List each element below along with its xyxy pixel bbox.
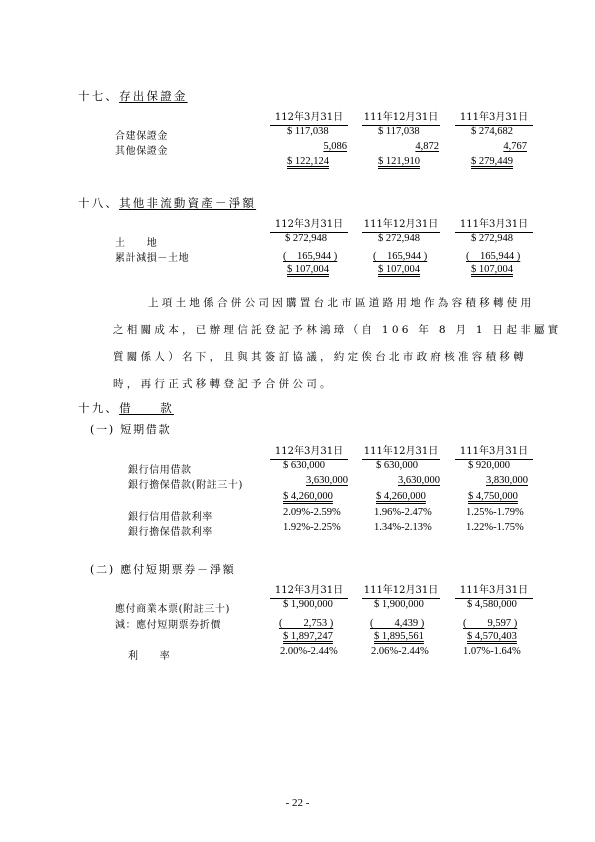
cell: $ 274,682 bbox=[471, 126, 513, 137]
paragraph-line: 上項土地係合併公司因購置台北市區道路用地作為容積移轉使用 bbox=[148, 297, 535, 309]
rate-cell: 1.96%-2.47% bbox=[374, 507, 432, 518]
row-label: 其他保證金 bbox=[115, 146, 168, 157]
total-cell: $ 279,449 bbox=[471, 156, 513, 167]
cell: $ 117,038 bbox=[378, 126, 420, 137]
section-17-title: 存出保證金 bbox=[119, 89, 188, 103]
rate-label: 利 率 bbox=[128, 651, 171, 662]
cell: $ 630,000 bbox=[376, 460, 418, 471]
col-header-3: 111年3月31日 bbox=[455, 445, 533, 460]
section-17-heading bbox=[78, 88, 188, 104]
subsection-2-title: (二) 應付短期票券－淨額 bbox=[90, 563, 236, 576]
total-cell: $ 121,910 bbox=[378, 156, 420, 167]
cell: $ 1,900,000 bbox=[374, 599, 424, 610]
cell: $ 1,900,000 bbox=[283, 599, 333, 610]
section-18-number: 十八、 bbox=[78, 196, 120, 210]
page-number: - 22 - bbox=[285, 797, 310, 809]
col-header-3: 111年3月31日 bbox=[455, 111, 533, 126]
col-header-1: 112年3月31日 bbox=[270, 218, 348, 233]
rate-label: 銀行信用借款利率 bbox=[128, 512, 213, 523]
col-header-3: 111年3月31日 bbox=[455, 218, 533, 233]
cell: ( 4,439 ) bbox=[370, 618, 425, 629]
total-cell: $ 4,570,403 bbox=[467, 631, 517, 642]
cell: $ 630,000 bbox=[283, 460, 325, 471]
section-18-title: 其他非流動資產－淨額 bbox=[119, 196, 257, 210]
rate-cell: 1.25%-1.79% bbox=[466, 507, 524, 518]
col-header-1: 112年3月31日 bbox=[270, 445, 348, 460]
row-label: 合建保證金 bbox=[115, 131, 168, 142]
cell: 3,630,000 bbox=[306, 475, 348, 486]
rate-cell: 1.34%-2.13% bbox=[374, 522, 432, 533]
row-label: 應付商業本票(附註三十) bbox=[115, 604, 231, 615]
cell: $ 272,948 bbox=[285, 233, 327, 244]
row-label: 減：應付短期票券折價 bbox=[115, 620, 221, 631]
cell: ( 165,944 ) bbox=[466, 251, 521, 262]
cell: $ 117,038 bbox=[287, 126, 329, 137]
total-cell: $ 107,004 bbox=[471, 264, 513, 275]
cell: 3,630,000 bbox=[398, 475, 440, 486]
col-header-2: 111年12月31日 bbox=[362, 445, 440, 460]
cell: ( 2,753 ) bbox=[279, 618, 334, 629]
section-19-title: 借 款 bbox=[119, 401, 174, 415]
row-label: 累計減損－土地 bbox=[115, 253, 190, 264]
total-cell: $ 1,897,247 bbox=[283, 631, 333, 642]
cell: ( 165,944 ) bbox=[373, 251, 428, 262]
section-19-heading bbox=[78, 400, 174, 416]
col-header-2: 111年12月31日 bbox=[362, 584, 440, 599]
total-cell: $ 4,750,000 bbox=[468, 491, 518, 502]
cell: ( 9,597 ) bbox=[463, 618, 518, 629]
total-cell: $ 122,124 bbox=[287, 156, 329, 167]
col-header-1: 112年3月31日 bbox=[270, 584, 348, 599]
total-cell: $ 4,260,000 bbox=[283, 491, 333, 502]
col-header-3: 111年3月31日 bbox=[455, 584, 533, 599]
total-cell: $ 1,895,561 bbox=[374, 631, 424, 642]
cell: 5,086 bbox=[323, 141, 347, 152]
rate-label: 銀行擔保借款利率 bbox=[128, 527, 213, 538]
col-header-2: 111年12月31日 bbox=[362, 111, 440, 126]
col-header-2: 111年12月31日 bbox=[362, 218, 440, 233]
paragraph-line: 之相關成本，已辦理信託登記予林鴻璋（自 106 年 8 月 1 日起非屬實 bbox=[113, 324, 562, 336]
row-label: 土 地 bbox=[115, 238, 158, 249]
cell: $ 272,948 bbox=[378, 233, 420, 244]
row-label: 銀行擔保借款(附註三十) bbox=[128, 480, 244, 491]
cell: 4,872 bbox=[415, 141, 439, 152]
col-header-1: 112年3月31日 bbox=[270, 111, 348, 126]
cell: 4,767 bbox=[503, 141, 527, 152]
cell: $ 4,580,000 bbox=[467, 599, 517, 610]
rate-cell: 1.22%-1.75% bbox=[466, 522, 524, 533]
paragraph-line: 時，再行正式移轉登記予合併公司。 bbox=[113, 378, 334, 390]
paragraph-line: 質關係人）名下，且與其簽訂協議，約定俟台北市政府核准容積移轉 bbox=[113, 351, 527, 363]
cell: $ 920,000 bbox=[468, 460, 510, 471]
rate-cell: 2.09%-2.59% bbox=[283, 507, 341, 518]
section-17-number: 十七、 bbox=[78, 89, 120, 103]
section-18-heading bbox=[78, 195, 256, 211]
cell: ( 165,944 ) bbox=[283, 251, 338, 262]
rate-cell: 2.06%-2.44% bbox=[371, 646, 429, 657]
row-label: 銀行信用借款 bbox=[128, 465, 192, 476]
rate-cell: 1.92%-2.25% bbox=[283, 522, 341, 533]
rate-cell: 2.00%-2.44% bbox=[280, 646, 338, 657]
cell: 3,830,000 bbox=[486, 475, 528, 486]
cell: $ 272,948 bbox=[471, 233, 513, 244]
total-cell: $ 107,004 bbox=[287, 264, 329, 275]
section-19-number: 十九、 bbox=[78, 401, 120, 415]
total-cell: $ 4,260,000 bbox=[376, 491, 426, 502]
total-cell: $ 107,004 bbox=[378, 264, 420, 275]
subsection-1-title: (一) 短期借款 bbox=[90, 423, 172, 436]
rate-cell: 1.07%-1.64% bbox=[463, 646, 521, 657]
